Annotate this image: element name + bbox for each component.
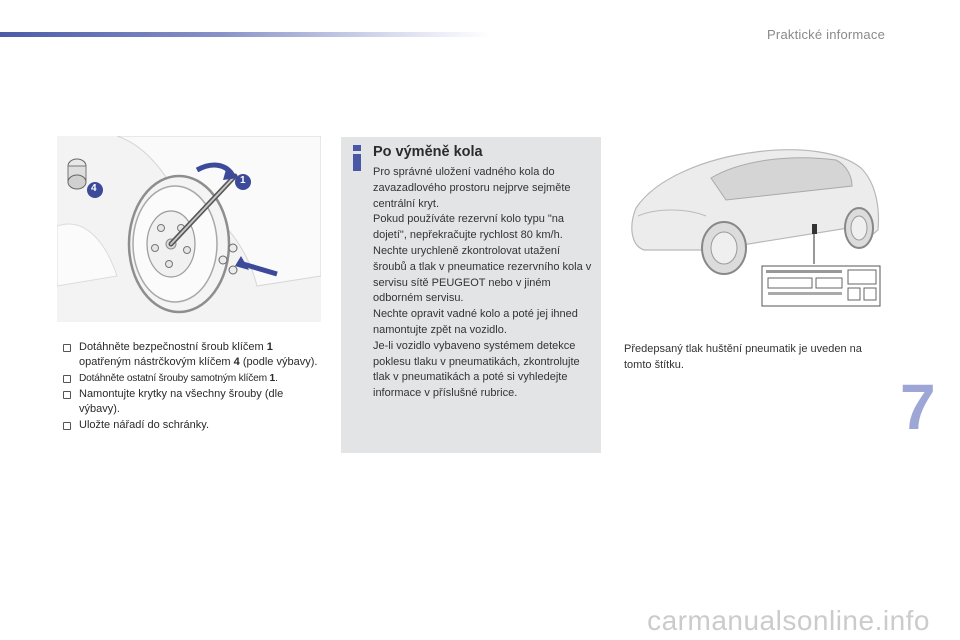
info-box [341,137,601,453]
pressure-note: Předepsaný tlak huštění pneumatik je uveden na tomto štítku. [624,343,862,371]
info-box-title: Po výměně kola [373,144,483,160]
list-item: Dotáhněte bezpečnostní šroub klíčem 1 opatřeným nástrčkovým klíčem 4 (podle výbavy). [61,340,327,370]
steps-list [61,340,327,434]
list-item: Uložte nářadí do schránky. [61,418,327,433]
list-item: Dotáhněte ostatní šrouby samotným klíčem 1. [61,371,327,386]
wheel-bolt-illustration [57,136,321,322]
info-box-text: Pro správné uložení vadného kola do zavazadlového prostoru nejprve sejměte centrální kryt. Pokud používáte rezervní kolo typu "na dojetí", nepřekračujte rychlost 80 km/h. Nechte urychleně zkontrolovat utažení šroubů a tlak v pneumatice rezervního kola v servisu sítě PEUGEOT nebo v jiném odborném servisu. Nechte opravit vadné kolo a poté jej ihned namontujte zpět na vozidlo. Je-li vozidlo vybaveno systémem detekce poklesu tlaku v pneumatikách, zkontrolujte tlak v pneumatikách a poté si vyhledejte informace v příslušné rubrice. [373,166,592,400]
header-accent-bar [0,32,490,37]
car-illustration [616,138,886,318]
list-item: Namontujte krytky na všechny šrouby (dle výbavy). [61,387,327,417]
watermark-text: carmanualsonline.info [647,605,930,636]
chapter-number: 7 [900,371,936,443]
callout-1: 1 [240,175,246,186]
car-drawing [616,138,886,318]
section-title: Praktické informace [767,27,885,42]
callout-4: 4 [91,183,97,194]
wheel-drawing [57,136,321,322]
info-icon [353,145,361,171]
